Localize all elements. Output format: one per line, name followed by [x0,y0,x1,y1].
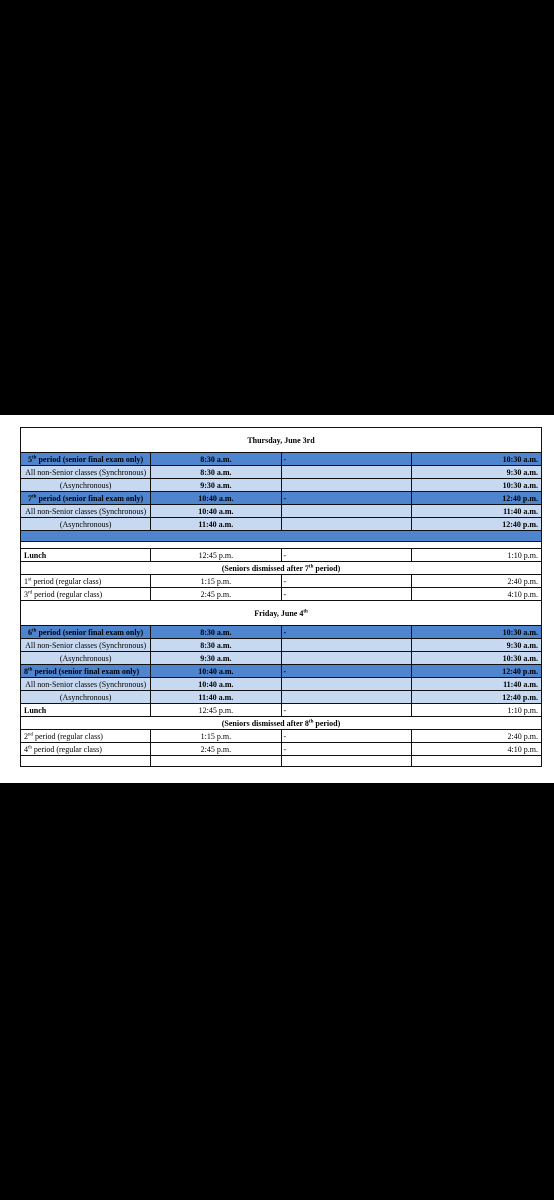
day-title: Friday, June 4th [21,601,542,626]
row-label: 2nd period (regular class) [21,730,151,743]
start-time: 12:45 p.m. [151,549,281,562]
table-row [21,639,542,652]
table-row [21,453,542,466]
row-label: All non-Senior classes (Synchronous) [21,678,151,691]
row-label: (Asynchronous) [21,479,151,492]
table-row [21,665,542,678]
end-time: 9:30 a.m. [411,639,541,652]
end-time: 12:40 p.m. [411,665,541,678]
dash [281,678,411,691]
day-header-row [21,428,542,453]
end-time: 10:30 a.m. [411,479,541,492]
dash [281,466,411,479]
row-label: 8th period (senior final exam only) [21,665,151,678]
dash [281,479,411,492]
row-label: (Asynchronous) [21,691,151,704]
dash [281,639,411,652]
end-time: 12:40 p.m. [411,691,541,704]
row-label: (Asynchronous) [21,518,151,531]
lunch-row [21,549,542,562]
schedule-table [20,427,542,767]
lunch-row [21,704,542,717]
row-label: 4th period (regular class) [21,743,151,756]
end-time: 10:30 a.m. [411,652,541,665]
row-label: (Asynchronous) [21,652,151,665]
end-time: 4:10 p.m. [411,588,541,601]
dash: - [281,453,411,466]
table-row [21,626,542,639]
start-time: 10:40 a.m. [151,665,281,678]
start-time: 9:30 a.m. [151,479,281,492]
start-time: 10:40 a.m. [151,492,281,505]
table-row [21,691,542,704]
dismissal-note: (Seniors dismissed after 7th period) [21,562,542,575]
dash: - [281,549,411,562]
table-row [21,466,542,479]
day-header-row [21,601,542,626]
dismissal-note: (Seniors dismissed after 8th period) [21,717,542,730]
row-label: 3rd period (regular class) [21,588,151,601]
end-time: 12:40 p.m. [411,518,541,531]
start-time: 1:15 p.m. [151,575,281,588]
dash: - [281,626,411,639]
dash [281,518,411,531]
table-row [21,652,542,665]
table-row [21,678,542,691]
start-time: 1:15 p.m. [151,730,281,743]
start-time: 10:40 a.m. [151,678,281,691]
dash: - [281,575,411,588]
schedule-document [0,415,554,783]
start-time: 2:45 p.m. [151,588,281,601]
dash: - [281,665,411,678]
row-label: All non-Senior classes (Synchronous) [21,639,151,652]
dash: - [281,704,411,717]
end-time: 1:10 p.m. [411,704,541,717]
start-time: 10:40 a.m. [151,505,281,518]
start-time: 11:40 a.m. [151,518,281,531]
row-label: 7th period (senior final exam only) [21,492,151,505]
spacer-row [21,531,542,542]
end-time: 4:10 p.m. [411,743,541,756]
table-row [21,492,542,505]
table-row [21,730,542,743]
start-time: 8:30 a.m. [151,466,281,479]
dash: - [281,492,411,505]
table-row [21,479,542,492]
end-time: 11:40 a.m. [411,678,541,691]
end-time: 2:40 p.m. [411,575,541,588]
end-time: 10:30 a.m. [411,453,541,466]
table-row [21,505,542,518]
row-label: All non-Senior classes (Synchronous) [21,466,151,479]
spacer-row [21,542,542,549]
start-time: 8:30 a.m. [151,453,281,466]
row-label: 5th period (senior final exam only) [21,453,151,466]
end-time: 9:30 a.m. [411,466,541,479]
dash [281,505,411,518]
dash: - [281,730,411,743]
row-label: 6th period (senior final exam only) [21,626,151,639]
dash: - [281,743,411,756]
row-label: Lunch [21,704,151,717]
table-row [21,518,542,531]
start-time: 8:30 a.m. [151,626,281,639]
dismissal-note-row [21,717,542,730]
start-time: 9:30 a.m. [151,652,281,665]
start-time: 12:45 p.m. [151,704,281,717]
table-row [21,743,542,756]
empty-row [21,756,542,767]
table-row [21,575,542,588]
end-time: 2:40 p.m. [411,730,541,743]
dash [281,652,411,665]
end-time: 10:30 a.m. [411,626,541,639]
day-title: Thursday, June 3rd [21,428,542,453]
dismissal-note-row [21,562,542,575]
end-time: 1:10 p.m. [411,549,541,562]
end-time: 11:40 a.m. [411,505,541,518]
start-time: 8:30 a.m. [151,639,281,652]
start-time: 2:45 p.m. [151,743,281,756]
end-time: 12:40 p.m. [411,492,541,505]
row-label: 1st period (regular class) [21,575,151,588]
row-label: All non-Senior classes (Synchronous) [21,505,151,518]
dash [281,691,411,704]
table-row [21,588,542,601]
start-time: 11:40 a.m. [151,691,281,704]
row-label: Lunch [21,549,151,562]
dash: - [281,588,411,601]
